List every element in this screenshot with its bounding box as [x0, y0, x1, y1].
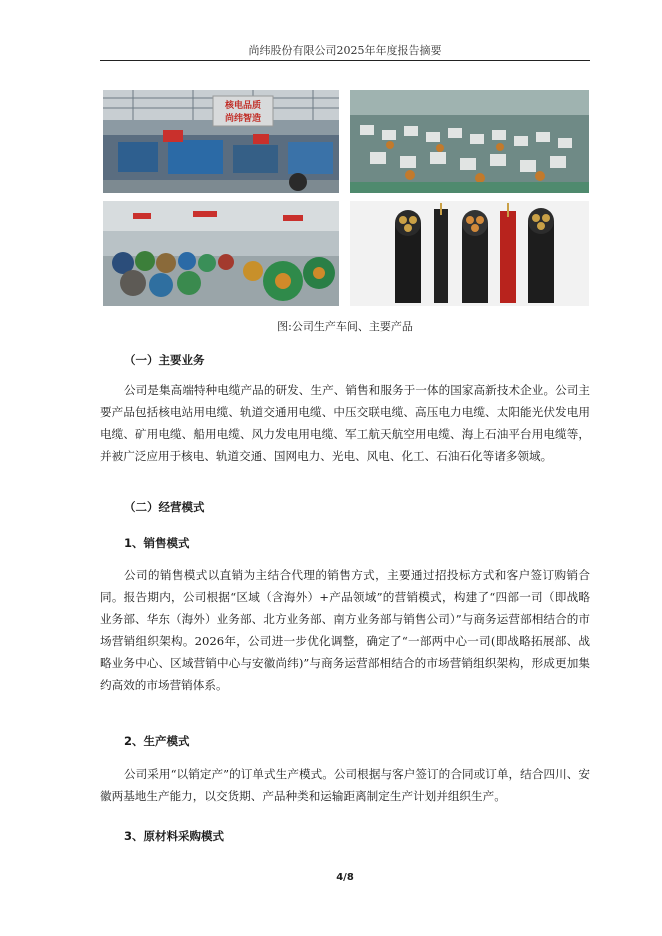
cable-products-image	[350, 201, 589, 306]
photo-grid	[103, 90, 589, 306]
paragraph-production-model: 公司采用“以销定产”的订单式生产模式。公司根据与客户签订的合同或订单，结合四川、安徽两基地生产能力，以交货期、产品种类和运输距离制定生产计划并组织生产。	[100, 767, 590, 803]
heading-main-business: （一）主要业务	[124, 353, 205, 367]
workshop-1-image	[103, 90, 339, 193]
photo-warehouse	[103, 201, 339, 306]
photo-cable-products	[350, 201, 589, 306]
paragraph-sales-model: 公司的销售模式以直销为主结合代理的销售方式，主要通过招投标方式和客户签订购销合同。报告期内，公司根据“区域（含海外）+产品领域”的营销模式，构建了“四部一司（即战略业务部、华东（海外）业务部、北方业务部、南方业务部与销售公司）”与商务运营部相结合的市场营销组织架构。2026年，公司进一步优化调整，确定了“一部两中心一司(即战略拓展部、战略业务中心、区域营销中心与安徽尚纬)”与商务运营部相结合的市场营销组织架构，形成更加集约高效的市场营销体系。	[100, 568, 590, 692]
photo-workshop-2	[350, 90, 589, 193]
header-rule	[100, 60, 590, 61]
page-header: 尚纬股份有限公司2025年年度报告摘要	[248, 44, 442, 57]
banner-line2: 尚纬智造	[224, 114, 262, 124]
figure-caption: 图:公司生产车间、主要产品	[277, 320, 413, 333]
heading-procurement-model: 3、原材料采购模式	[124, 829, 225, 843]
paragraph-main-business: 公司是集高端特种电缆产品的研发、生产、销售和服务于一体的国家高新技术企业。公司主要产品包括核电站用电缆、轨道交通用电缆、中压交联电缆、高压电力电缆、太阳能光伏发电用电缆、矿用电缆、船用电缆、风力发电用电缆、军工航天航空用电缆、海上石油平台用电缆等，并被广泛应用于核电、轨道交通、国网电力、光电、风电、化工、石油石化等诸多领域。	[100, 383, 590, 463]
page-number: 4/8	[336, 872, 354, 883]
heading-sales-model: 1、销售模式	[124, 536, 190, 550]
banner-line1: 核电品质	[224, 101, 262, 111]
heading-production-model: 2、生产模式	[124, 734, 190, 748]
photo-workshop-1	[103, 90, 339, 193]
heading-business-model: （二）经营模式	[124, 500, 205, 514]
warehouse-image	[103, 201, 339, 306]
workshop-2-image	[350, 90, 589, 193]
